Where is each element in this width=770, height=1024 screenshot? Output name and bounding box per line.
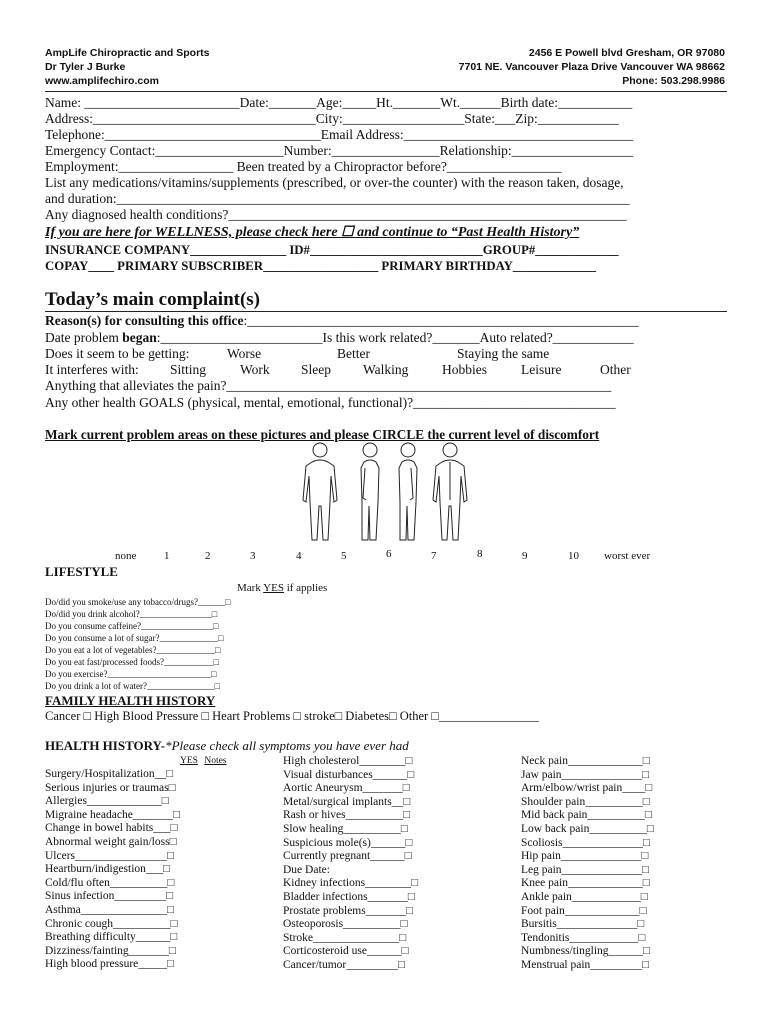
symptom-item[interactable]: Dizziness/fainting_______□ [45,944,176,957]
lifestyle-mark-label [237,582,327,594]
symptom-item[interactable]: Neck pain_____________□ [521,755,650,767]
symptom-item[interactable]: Cancer/tumor_________□ [283,959,405,971]
alleviates-row[interactable]: Anything that alleviates the pain?_________________________________________________________ [45,378,612,393]
lifestyle-item[interactable]: Do you consume a lot of sugar?_____________□ [45,633,224,643]
symptom-item[interactable]: Tendonitis____________□ [521,931,646,944]
symptom-item[interactable]: Aortic Aneurysm_______□ [283,782,410,795]
family-title: FAMILY HEALTH HISTORY [45,693,216,708]
symptom-item[interactable]: Cold/flu often__________□ [45,876,175,889]
getting-label: Does it seem to be getting: [45,346,190,361]
patient-row-emergency[interactable]: Emergency Contact:___________________Number:________________Relationship:__________________ [45,143,634,158]
option-same[interactable]: Staying the same [457,346,550,361]
family-options[interactable]: Cancer □ High Blood Pressure □ Heart Problems □ stroke□ Diabetes□ Other □________________ [45,709,539,723]
patient-row-name[interactable]: Name: _______________________Date:_______Age:_____Ht._______Wt.______Birth date:___________ [45,95,633,110]
scale-3[interactable]: 3 [250,550,256,562]
symptom-item[interactable]: Slow healing__________□ [283,823,408,835]
body-front-figure [303,443,337,540]
began-post[interactable]: :________________________Is this work related?_______Auto related?____________ [156,330,634,345]
health-col-headers [180,756,227,766]
wellness-line [45,225,579,241]
col-notes-header: Notes [204,756,227,766]
symptom-item[interactable]: Suspicious mole(s)______□ [283,836,413,849]
symptom-item[interactable]: Stroke_______________□ [283,931,407,944]
symptom-item[interactable]: Shoulder pain__________□ [521,795,650,808]
option-worse[interactable]: Worse [227,346,262,361]
symptom-item[interactable]: Bladder infections_______□ [283,891,415,903]
symptom-item[interactable]: Knee pain_____________□ [521,877,650,890]
lifestyle-item[interactable]: Do you eat a lot of vegetables?_____________□ [45,645,221,655]
symptom-item[interactable]: Jaw pain______________□ [521,768,650,781]
goals-row[interactable]: Any other health GOALS (physical, mental, emotional, functional)?______________________________ [45,395,616,410]
patient-row-telephone[interactable]: Telephone:________________________________Email Address:__________________________________ [45,127,634,142]
wellness-checkbox[interactable]: ☐ [341,225,354,240]
symptom-item[interactable]: Corticosteroid use______□ [283,945,409,958]
symptom-item[interactable]: High cholesterol________□ [283,755,413,767]
health-history-heading [45,738,409,754]
scale-worst[interactable]: worst ever [604,550,651,562]
symptom-item[interactable]: Menstrual pain_________□ [521,959,649,971]
lifestyle-title: LIFESTYLE [45,564,118,579]
symptom-item[interactable]: Low back pain__________□ [521,823,654,835]
patient-row-medications: List any medications/vitamins/supplements (prescribed, or over-the counter) with the reason taken, dosage, [45,175,624,190]
symptom-item[interactable]: Chronic cough__________□ [45,917,178,930]
lifestyle-item[interactable]: Do you drink a lot of water?_______________□ [45,681,220,691]
body-side-figure [361,443,379,540]
body-back-figure [433,443,467,540]
clinic-phone: Phone: 503.298.9986 [622,75,725,87]
clinic-addresses [459,46,725,88]
scale-5[interactable]: 5 [341,550,347,562]
symptom-item[interactable]: Metal/surgical implants__□ [283,795,411,808]
wellness-text: If you are here for WELLNESS, please check here [45,225,342,240]
address-gresham: 2456 E Powell blvd Gresham, OR 97080 [528,47,725,59]
body-side-figure-2 [399,443,417,540]
symptom-item[interactable]: Breathing difficulty______□ [45,931,178,944]
address-vancouver: 7701 NE. Vancouver Plaza Drive Vancouver WA 98662 [458,61,725,73]
symptom-item[interactable]: Currently pregnant______□ [283,850,412,863]
symptom-item[interactable]: Ankle pain____________□ [521,891,648,903]
health-history-title: HEALTH HISTORY- [45,738,166,753]
scale-1[interactable]: 1 [164,550,170,562]
option-walking[interactable]: Walking [363,362,409,377]
symptom-item[interactable]: Bursitis______________□ [521,918,645,931]
symptom-item[interactable]: Migraine headache_______□ [45,808,180,821]
mark-yes: YES [263,582,284,594]
began-bold: began [122,330,157,345]
symptom-item[interactable]: Asthma_______________□ [45,904,174,916]
complaint-divider [45,311,727,312]
symptom-item[interactable]: Due Date: [283,863,330,876]
reason-line[interactable]: :__________________________________________________________ [243,313,639,328]
symptom-item[interactable]: Numbness/tingling______□ [521,945,650,958]
option-sitting[interactable]: Sitting [170,362,207,377]
symptom-item[interactable]: Foot pain_____________□ [521,904,647,917]
option-hobbies[interactable]: Hobbies [442,362,487,377]
scale-2[interactable]: 2 [205,550,211,562]
symptom-item[interactable]: Change in bowel habits___□ [45,822,178,835]
clinic-website: www.amplifechiro.com [45,75,159,87]
mark-pre: Mark [237,582,264,594]
symptom-item[interactable]: Hip pain______________□ [521,850,649,863]
symptom-item[interactable]: Serious injuries or traumas□ [45,781,176,794]
patient-row-duration[interactable]: and duration:____________________________________________________________________________ [45,191,630,206]
symptom-item[interactable]: Rash or hives__________□ [283,809,411,822]
symptom-item[interactable]: Mid back pain__________□ [521,809,652,822]
scale-4[interactable]: 4 [296,550,302,562]
option-better[interactable]: Better [337,346,370,361]
option-other[interactable]: Other [600,362,631,377]
body-chart-instruction: Mark current problem areas on these pictures and please CIRCLE the current level of discomfort [45,427,600,442]
body-diagram[interactable] [290,440,480,550]
patient-row-address[interactable]: Address:_________________________________City:__________________State:___Zip:____________ [45,111,619,126]
clinic-name: AmpLife Chiropractic and Sports [45,47,210,59]
wellness-text-end: and continue to “Past Health History” [353,225,580,240]
symptom-item[interactable]: Abnormal weight gain/loss□ [45,836,177,848]
patient-row-conditions[interactable]: Any diagnosed health conditions?___________________________________________________________ [45,207,627,222]
lifestyle-item[interactable]: Do/did you drink alcohol?________________□ [45,609,218,619]
symptom-item[interactable]: Surgery/Hospitalization__□ [45,768,174,780]
col-yes-header: YES [180,756,198,766]
scale-7[interactable]: 7 [431,550,437,562]
scale-6[interactable]: 6 [386,548,392,560]
insurance-row-1[interactable]: INSURANCE COMPANY_______________ ID#___________________________GROUP#_____________ [45,243,619,257]
began-row[interactable] [45,330,634,346]
symptom-item[interactable]: Kidney infections________□ [283,877,419,890]
option-work[interactable]: Work [240,362,270,377]
lifestyle-item[interactable]: Do you eat fast/processed foods?___________□ [45,657,219,667]
mark-post: if applies [283,582,328,594]
reason-label: Reason(s) for consulting this office [45,313,244,328]
scale-none[interactable]: none [115,550,137,562]
symptom-item[interactable]: Heartburn/indigestion___□ [45,863,171,876]
health-history-subtitle: *Please check all symptoms you have ever had [165,738,409,753]
began-pre: Date problem [45,330,123,345]
scale-8[interactable]: 8 [477,548,483,560]
symptom-item[interactable]: Sinus infection_________□ [45,890,174,903]
symptom-item[interactable]: Leg pain______________□ [521,863,649,876]
symptom-item[interactable]: Prostate problems_______□ [283,904,413,917]
symptom-item[interactable]: Osteoporosis__________□ [283,918,408,931]
scale-10[interactable]: 10 [568,550,579,562]
header-divider [45,91,727,92]
lifestyle-item[interactable]: Do you consume caffeine?________________□ [45,621,219,631]
reason-row[interactable] [45,313,639,329]
option-sleep[interactable]: Sleep [301,362,331,377]
clinic-info [45,46,210,88]
symptom-item[interactable]: Allergies_____________□ [45,795,169,808]
doctor-name: Dr Tyler J Burke [45,61,126,73]
complaint-title: Today’s main complaint(s) [45,289,261,310]
patient-row-employment[interactable]: Employment:_________________ Been treated by a Chiropractor before?_________________ [45,159,562,174]
symptom-item[interactable]: Scoliosis______________□ [521,836,650,849]
insurance-row-2[interactable]: COPAY____ PRIMARY SUBSCRIBER__________________ PRIMARY BIRTHDAY_____________ [45,259,597,273]
symptom-item[interactable]: Visual disturbances______□ [283,768,415,781]
scale-9[interactable]: 9 [522,550,528,562]
lifestyle-item[interactable]: Do you exercise?_______________________□ [45,669,217,679]
lifestyle-item[interactable]: Do/did you smoke/use any tobacco/drugs?______□ [45,597,231,607]
symptom-item[interactable]: Ulcers________________□ [45,849,174,862]
symptom-item[interactable]: Arm/elbow/wrist pain____□ [521,782,653,795]
interferes-label: It interferes with: [45,362,139,377]
option-leisure[interactable]: Leisure [521,362,562,377]
symptom-item[interactable]: High blood pressure_____□ [45,958,174,971]
